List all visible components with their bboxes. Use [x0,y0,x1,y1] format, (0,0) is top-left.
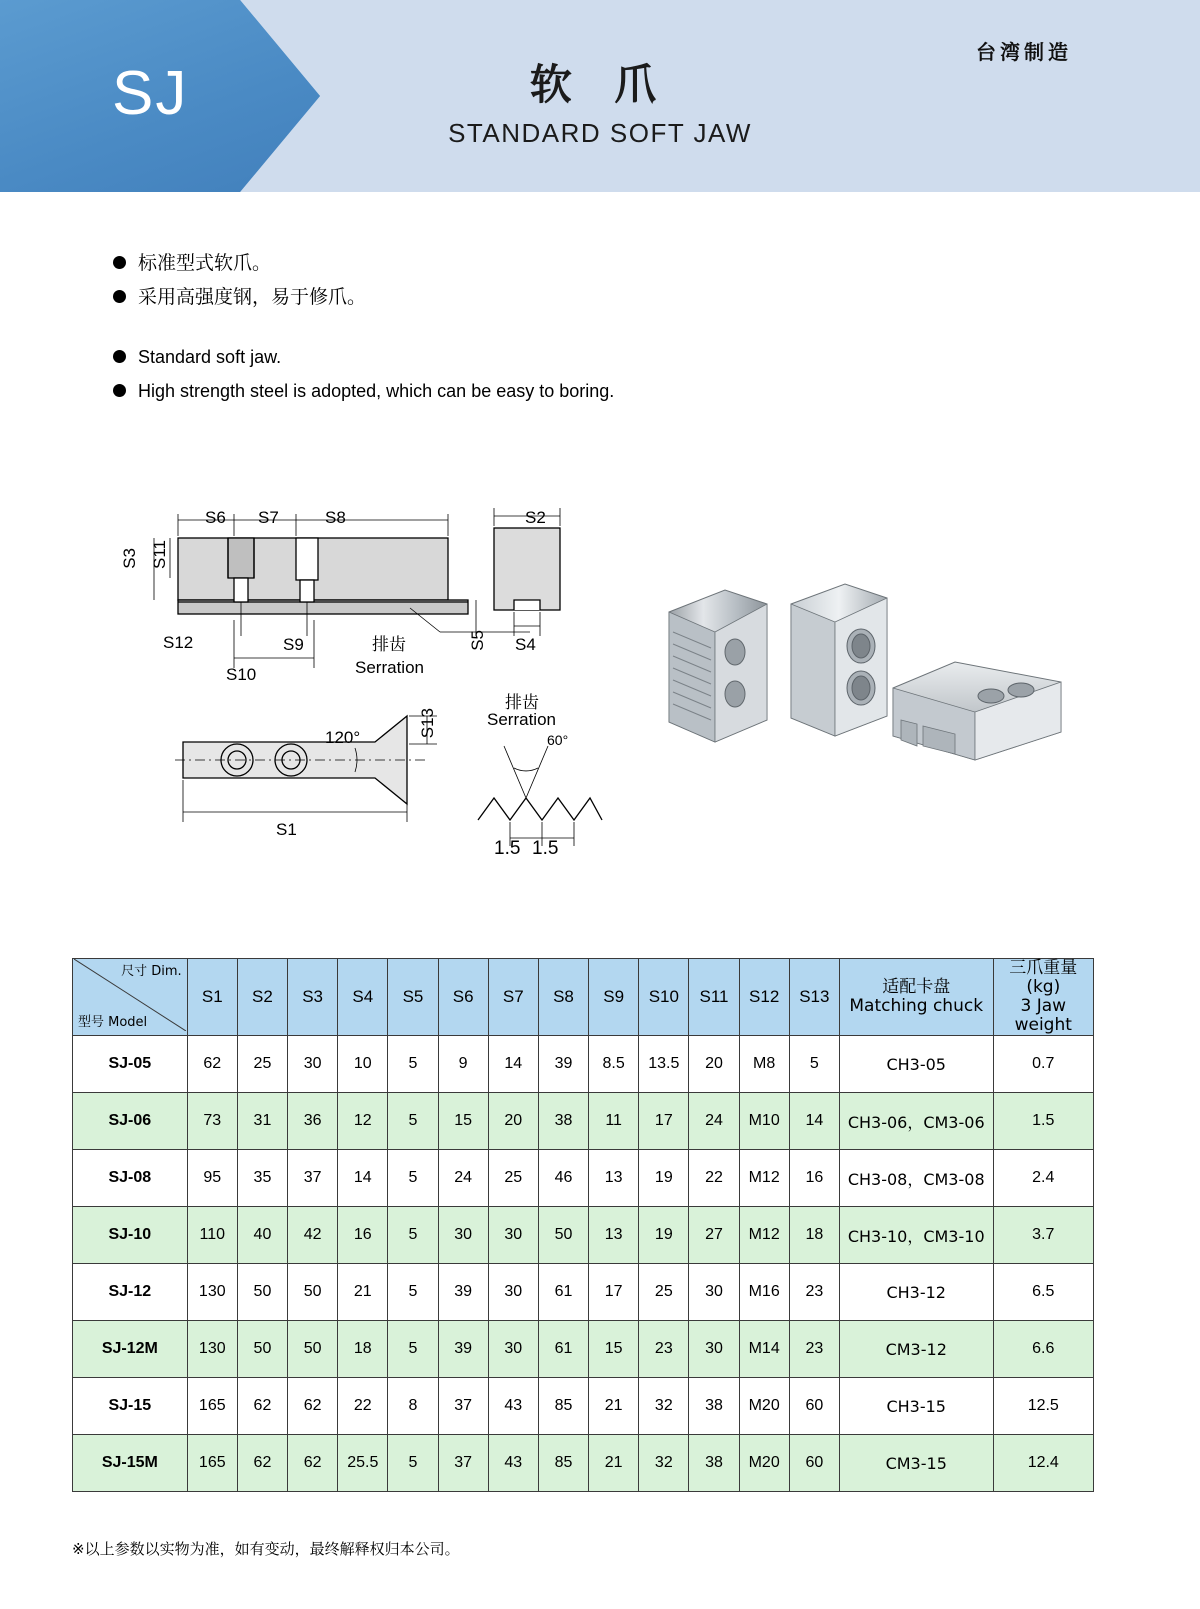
cell-s2: 50 [237,1264,287,1321]
cell-matching-chuck: CH3-12 [839,1264,993,1321]
cell-s1: 165 [187,1378,237,1435]
column-header-s12: S12 [739,959,789,1036]
cell-s12: M16 [739,1264,789,1321]
cell-s3: 36 [288,1093,338,1150]
column-header-matching-chuck [839,959,993,1036]
dim-label-120deg: 120° [325,728,361,747]
column-header-s9: S9 [589,959,639,1036]
column-header-s2: S2 [237,959,287,1036]
cell-s11: 24 [689,1093,739,1150]
page-header [0,0,1200,192]
cell-s7: 30 [488,1321,538,1378]
table-row [73,1150,1094,1207]
cell-matching-chuck: CH3-08，CM3-08 [839,1150,993,1207]
cell-s2: 25 [237,1036,287,1093]
cell-s10: 32 [639,1435,689,1492]
feature-list [113,250,1013,412]
cell-s13: 60 [789,1378,839,1435]
cell-jaw-weight: 6.5 [993,1264,1093,1321]
table-corner-header [73,959,188,1036]
cell-s11: 38 [689,1378,739,1435]
cell-s9: 8.5 [589,1036,639,1093]
serration-label-cn: 排齿 [372,635,406,655]
cell-jaw-weight: 12.4 [993,1435,1093,1492]
cell-s13: 23 [789,1264,839,1321]
corner-dim-label: 尺寸 Dim. [121,964,182,979]
cell-s6: 24 [438,1150,488,1207]
cell-s6: 15 [438,1093,488,1150]
cell-s7: 30 [488,1264,538,1321]
cell-model: SJ-15M [73,1435,188,1492]
cell-s5: 5 [388,1150,438,1207]
cell-s8: 50 [538,1207,588,1264]
cell-s7: 30 [488,1207,538,1264]
cell-model: SJ-08 [73,1150,188,1207]
cell-s3: 30 [288,1036,338,1093]
table-row [73,1207,1094,1264]
cell-s9: 11 [589,1093,639,1150]
cell-jaw-weight: 3.7 [993,1207,1093,1264]
cell-s9: 17 [589,1264,639,1321]
cell-s5: 5 [388,1321,438,1378]
dim-label-s10: S10 [226,665,257,684]
cell-model: SJ-15 [73,1378,188,1435]
cell-s12: M14 [739,1321,789,1378]
cell-matching-chuck: CM3-12 [839,1321,993,1378]
cell-s2: 50 [237,1321,287,1378]
spec-table [72,958,1094,1492]
cell-s5: 5 [388,1435,438,1492]
cell-s2: 35 [237,1150,287,1207]
cell-s10: 13.5 [639,1036,689,1093]
serration-detail-label-en: Serration [487,710,556,729]
dim-label-60deg: 60° [547,732,569,748]
cell-s7: 20 [488,1093,538,1150]
cell-s6: 37 [438,1435,488,1492]
cell-s10: 17 [639,1093,689,1150]
feature-item [113,284,1013,310]
table-row [73,1321,1094,1378]
top-view-drawing [175,700,505,840]
cell-s13: 23 [789,1321,839,1378]
cell-s7: 25 [488,1150,538,1207]
cell-s11: 22 [689,1150,739,1207]
cell-s2: 62 [237,1435,287,1492]
table-row [73,1264,1094,1321]
cell-s12: M20 [739,1435,789,1492]
corner-model-label: 型号 Model [78,1015,148,1030]
weight-header-en: 3 Jaw weight [1014,996,1072,1035]
dim-label-s6: S6 [205,508,226,527]
table-row [73,1435,1094,1492]
cell-s3: 50 [288,1264,338,1321]
cell-s5: 8 [388,1378,438,1435]
product-photo-illustration [655,570,1075,790]
cell-s6: 30 [438,1207,488,1264]
cell-s13: 16 [789,1150,839,1207]
cell-s9: 13 [589,1207,639,1264]
cell-jaw-weight: 6.6 [993,1321,1093,1378]
cell-s3: 62 [288,1435,338,1492]
cell-s2: 31 [237,1093,287,1150]
pitch-label-left: 1.5 [494,838,521,859]
feature-spacer [113,318,1013,344]
cell-s8: 38 [538,1093,588,1150]
cell-s10: 19 [639,1207,689,1264]
cell-s10: 23 [639,1321,689,1378]
cell-model: SJ-06 [73,1093,188,1150]
cell-s8: 61 [538,1321,588,1378]
cell-s5: 5 [388,1036,438,1093]
cell-s5: 5 [388,1093,438,1150]
column-header-s10: S10 [639,959,689,1036]
dim-label-s11: S11 [150,540,169,569]
cell-matching-chuck: CM3-15 [839,1435,993,1492]
cell-s3: 62 [288,1378,338,1435]
dim-label-s3: S3 [120,548,139,569]
table-row [73,1093,1094,1150]
feature-item [113,378,1013,404]
cell-s4: 10 [338,1036,388,1093]
cell-matching-chuck: CH3-15 [839,1378,993,1435]
chuck-header-en: Matching chuck [849,996,984,1016]
bullet-icon [113,350,126,363]
column-header-s13: S13 [789,959,839,1036]
dim-label-s5: S5 [468,630,487,651]
cell-s1: 130 [187,1321,237,1378]
pitch-label-right: 1.5 [532,838,559,859]
column-header-s8: S8 [538,959,588,1036]
cell-s1: 73 [187,1093,237,1150]
cell-jaw-weight: 0.7 [993,1036,1093,1093]
column-header-s6: S6 [438,959,488,1036]
feature-text-cn-2: 采用高强度钢，易于修爪。 [138,286,367,308]
cell-s6: 9 [438,1036,488,1093]
cell-s13: 18 [789,1207,839,1264]
column-header-s1: S1 [187,959,237,1036]
cell-s12: M10 [739,1093,789,1150]
cell-s4: 18 [338,1321,388,1378]
cell-s8: 46 [538,1150,588,1207]
cell-s11: 30 [689,1264,739,1321]
cell-model: SJ-10 [73,1207,188,1264]
dim-label-s7: S7 [258,508,279,527]
cell-s7: 43 [488,1435,538,1492]
cell-matching-chuck: CH3-06，CM3-06 [839,1093,993,1150]
cell-s2: 62 [237,1378,287,1435]
column-header-s3: S3 [288,959,338,1036]
cell-s8: 61 [538,1264,588,1321]
cell-s7: 43 [488,1378,538,1435]
cell-s6: 39 [438,1264,488,1321]
dim-label-s8: S8 [325,508,346,527]
cell-s9: 13 [589,1150,639,1207]
cell-s9: 15 [589,1321,639,1378]
cell-model: SJ-05 [73,1036,188,1093]
feature-item [113,344,1013,370]
cell-s12: M12 [739,1207,789,1264]
cell-jaw-weight: 12.5 [993,1378,1093,1435]
bullet-icon [113,290,126,303]
cell-s5: 5 [388,1207,438,1264]
cell-s4: 14 [338,1150,388,1207]
dim-label-s4: S4 [515,635,536,654]
product-code: SJ [112,59,189,128]
table-header-row [73,959,1094,1036]
cell-s1: 165 [187,1435,237,1492]
cell-s1: 95 [187,1150,237,1207]
cell-s4: 25.5 [338,1435,388,1492]
page-title-en: STANDARD SOFT JAW [448,118,752,148]
cell-s12: M8 [739,1036,789,1093]
cell-s6: 39 [438,1321,488,1378]
weight-header-cn: 三爪重量(kg) [1009,958,1078,997]
cell-s13: 60 [789,1435,839,1492]
cell-s10: 25 [639,1264,689,1321]
serration-detail-label-cn: 排齿 [505,693,539,713]
cell-s11: 27 [689,1207,739,1264]
cell-s13: 14 [789,1093,839,1150]
cell-s8: 85 [538,1435,588,1492]
column-header-s7: S7 [488,959,538,1036]
cell-s4: 21 [338,1264,388,1321]
cell-s1: 130 [187,1264,237,1321]
cell-s9: 21 [589,1435,639,1492]
feature-text-cn-1: 标准型式软爪。 [138,252,272,274]
cell-s1: 62 [187,1036,237,1093]
table-row [73,1378,1094,1435]
cell-s13: 5 [789,1036,839,1093]
cell-s1: 110 [187,1207,237,1264]
cell-matching-chuck: CH3-05 [839,1036,993,1093]
cell-s10: 19 [639,1150,689,1207]
cell-s4: 16 [338,1207,388,1264]
column-header-s11: S11 [689,959,739,1036]
cell-model: SJ-12M [73,1321,188,1378]
table-footnote: ※以上参数以实物为准，如有变动，最终解释权归本公司。 [72,1540,460,1558]
cell-s12: M20 [739,1378,789,1435]
cell-s2: 40 [237,1207,287,1264]
dim-label-s13: S13 [418,708,437,739]
feature-text-en-1: Standard soft jaw. [138,347,282,367]
cell-s3: 37 [288,1150,338,1207]
cell-s8: 85 [538,1378,588,1435]
spec-table-container [72,958,1094,1492]
feature-text-en-2: High strength steel is adopted, which can be easy to boring. [138,381,615,401]
cell-s5: 5 [388,1264,438,1321]
cell-jaw-weight: 1.5 [993,1093,1093,1150]
cell-s8: 39 [538,1036,588,1093]
cell-s11: 30 [689,1321,739,1378]
dim-label-s2: S2 [525,508,546,527]
dim-label-s9: S9 [283,635,304,654]
cell-s6: 37 [438,1378,488,1435]
cell-s7: 14 [488,1036,538,1093]
cell-matching-chuck: CH3-10，CM3-10 [839,1207,993,1264]
cell-s11: 38 [689,1435,739,1492]
cell-s10: 32 [639,1378,689,1435]
feature-item [113,250,1013,276]
cell-s12: M12 [739,1150,789,1207]
origin-label: 台湾制造 [976,40,1072,64]
serration-label-en: Serration [355,658,424,677]
cell-s9: 21 [589,1378,639,1435]
bullet-icon [113,256,126,269]
cell-s3: 50 [288,1321,338,1378]
dim-label-s12: S12 [163,633,194,652]
cell-s4: 22 [338,1378,388,1435]
column-header-s4: S4 [338,959,388,1036]
cell-s11: 20 [689,1036,739,1093]
technical-drawing-area [0,470,1200,900]
cell-s4: 12 [338,1093,388,1150]
bullet-icon [113,384,126,397]
page-title-cn: 软 爪 [529,60,671,109]
cell-model: SJ-12 [73,1264,188,1321]
table-body [73,1036,1094,1492]
column-header-jaw-weight [993,959,1093,1036]
cell-jaw-weight: 2.4 [993,1150,1093,1207]
chuck-header-cn: 适配卡盘 [882,977,951,997]
table-row [73,1036,1094,1093]
dim-label-s1: S1 [276,820,297,839]
column-header-s5: S5 [388,959,438,1036]
cell-s3: 42 [288,1207,338,1264]
